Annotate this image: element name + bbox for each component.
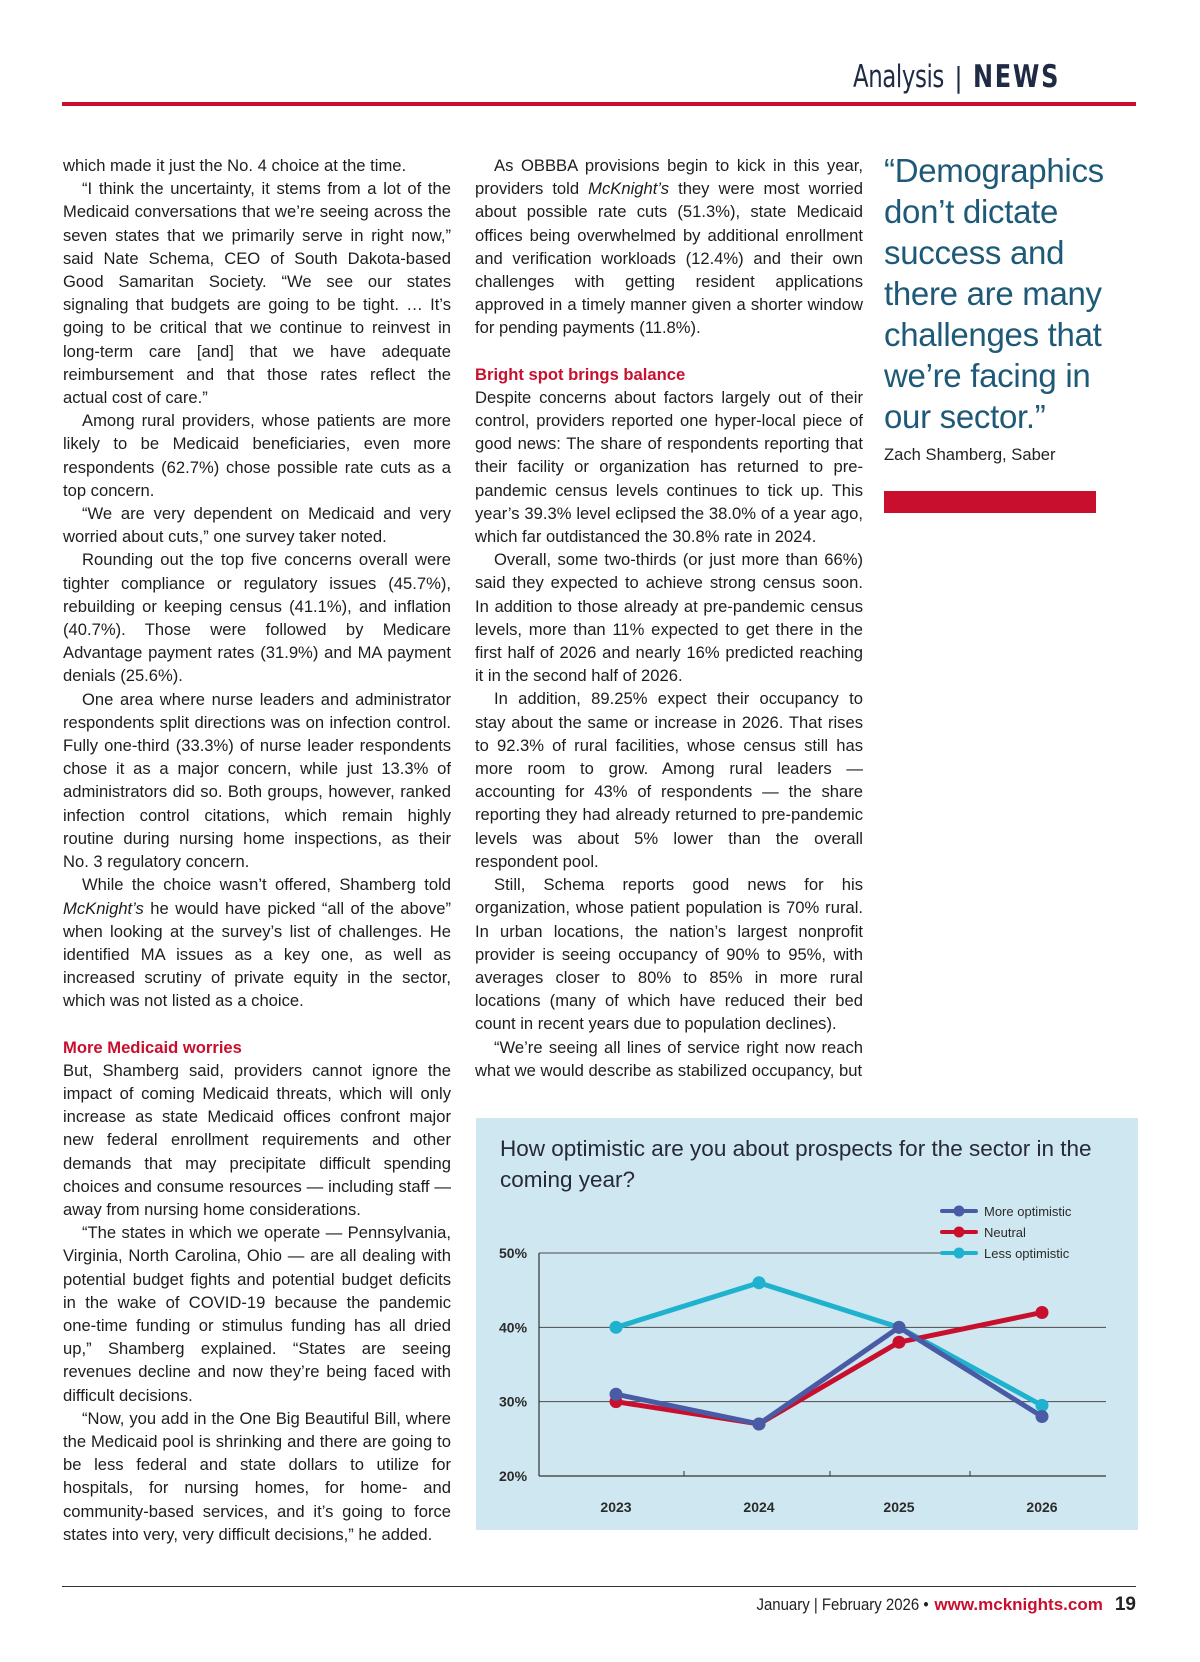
- header-rule: [62, 102, 1136, 106]
- x-tick-label: 2025: [883, 1499, 915, 1515]
- footer-rule: [62, 1586, 1136, 1587]
- data-point: [893, 1336, 906, 1349]
- subheading: Bright spot brings balance: [475, 364, 686, 384]
- legend-label: Less optimistic: [984, 1246, 1070, 1261]
- legend-label: Neutral: [984, 1225, 1026, 1240]
- paragraph: Despite concerns about factors largely out of their control, providers reported one hyper-local piece of good news: The share of respondents reporting that their facility or organization has returned to pre-pandemic census levels continues to tick up. This year’s 39.3% level eclipsed the 38.0% of a year ago, which far outdistanced the 30.8% rate in 2024.: [475, 387, 863, 547]
- text-run: While the choice wasn’t offered, Shamberg told: [82, 875, 451, 895]
- paragraph: [475, 154, 863, 340]
- paragraph-spacer: [63, 1013, 451, 1036]
- legend-marker: [954, 1248, 965, 1259]
- data-point: [753, 1276, 766, 1289]
- paragraph: “The states in which we operate — Pennsylvania, Virginia, North Carolina, Ohio — are all dealing with potential budget fights and potential budget deficits in the wake of COVID-19 because the pandemic one-time funding or stimulus funding has all dried up,” Shamberg explained. “States are seeing revenues decline and now they’re being faced with difficult decisions.: [63, 1223, 451, 1405]
- section-label: Analysis: [853, 59, 945, 95]
- paragraph: “Now, you add in the One Big Beautiful Bill, where the Medicaid pool is shrinking and there are going to be less federal and state dollars to utilize for hospitals, for nursing homes, for home- and community-based services, and it’s going to force states into very, very difficult decisions,” he added.: [63, 1408, 451, 1544]
- publication-name: McKnight’s: [63, 898, 144, 918]
- article-column-2: [475, 154, 863, 1082]
- data-point: [893, 1321, 906, 1334]
- paragraph: Among rural providers, whose patients are more likely to be Medicaid beneficiaries, even more respondents (62.7%) chose possible rate cuts as a top concern.: [63, 411, 451, 500]
- paragraph: In addition, 89.25% expect their occupancy to stay about the same or increase in 2026. That rises to 92.3% of rural facilities, whose census still has more room to grow. Among rural leaders — accounting for 43% of respondents — the share reporting they had already returned to pre-pandemic levels was about 5% lower than the overall respondent pool.: [475, 689, 863, 871]
- article-column-1: [63, 154, 451, 1546]
- y-tick-label: 40%: [499, 1319, 528, 1336]
- paragraph: But, Shamberg said, providers cannot ignore the impact of coming Medicaid threats, which will only increase as state Medicaid offices confront major new federal enrollment requirements and other demands that may precipitate difficult spending choices and consume resources — including staff — away from nursing home considerations.: [63, 1060, 451, 1219]
- paragraph: One area where nurse leaders and administrator respondents split directions was on infection control. Fully one-third (33.3%) of nurse leader respondents chose it as a major concern, while just 13.3% of administrators did so. Both groups, however, ranked infection control citations, which remain highly routine during nursing home inspections, as their No. 3 regulatory concern.: [63, 689, 451, 872]
- legend-label: More optimistic: [984, 1204, 1072, 1219]
- data-point: [1036, 1399, 1049, 1412]
- y-tick-label: 50%: [499, 1245, 528, 1261]
- subheading: More Medicaid worries: [63, 1037, 242, 1057]
- y-tick-label: 30%: [499, 1393, 528, 1410]
- paragraph: Still, Schema reports good news for his organization, whose patient population is 70% rural. In urban locations, the nation’s largest nonprofit provider is seeing occupancy of 90% to 95%, with averages closer to 80% to 85% in more rural locations (many of which have reduced their bed count in recent years due to population declines).: [475, 875, 863, 1034]
- pull-quote: [884, 150, 1144, 465]
- page-number: 19: [1114, 1594, 1136, 1615]
- paragraph: which made it just the No. 4 choice at the time.: [63, 156, 407, 175]
- pull-quote-text: “Demographics don’t dictate success and there are many challenges that we’re facing in our sector.”: [884, 152, 1104, 435]
- data-point: [610, 1321, 623, 1334]
- publication-name: McKnight’s: [588, 179, 670, 199]
- header-separator: |: [954, 60, 963, 94]
- section-header: [833, 52, 1074, 102]
- issue-date: January | February 2026 •: [756, 1595, 929, 1614]
- paragraph: Rounding out the top five concerns overall were tighter compliance or regulatory issues (45.7%), rebuilding or keeping census (41.1%), and inflation (40.7%). Those were followed by Medicare Advantage payment rates (31.9%) and MA payment denials (25.6%).: [63, 550, 451, 686]
- text-run: As OBBBA provisions begin to kick in this year, providers told: [475, 156, 863, 199]
- data-point: [610, 1388, 623, 1401]
- y-tick-label: 20%: [499, 1468, 528, 1484]
- section-tag: NEWS: [972, 59, 1060, 95]
- x-tick-label: 2026: [1026, 1499, 1058, 1515]
- text-run: they were most worried about possible rate cuts (51.3%), state Medicaid offices being overwhelmed by additional enrollment and verification workloads (12.4%) and their own challenges with getting resident applications approved in a timely manner given a shorter window for pending payments (11.8%).: [475, 179, 863, 338]
- series-line-more-optimistic: [616, 1327, 1042, 1424]
- paragraph: [63, 873, 451, 1012]
- text-run: he would have picked “all of the above” when looking at the survey’s list of challenges. He identified MA issues as a key one, as well as increased scrutiny of private equity in the sector, which was not listed as a choice.: [63, 898, 451, 1011]
- series-line-less-optimistic: [616, 1283, 1042, 1406]
- x-tick-label: 2024: [743, 1499, 775, 1515]
- line-chart: [476, 1118, 1138, 1530]
- pull-quote-attribution: Zach Shamberg, Saber: [884, 445, 1056, 464]
- data-point: [1036, 1306, 1049, 1319]
- paragraph: “I think the uncertainty, it stems from a lot of the Medicaid conversations that we’re seeing across the seven states that we primarily serve in right now,” said Nate Schema, CEO of South Dakota-based Good Samaritan Society. “We see our states signaling that budgets are going to be tight. … It’s going to be critical that we continue to reinvest in long-term care [and] that we have adequate reimbursement and that those rates reflect the actual cost of care.”: [63, 179, 451, 408]
- paragraph-spacer: [475, 340, 863, 363]
- page-footer: [733, 1590, 1136, 1620]
- legend-marker: [954, 1227, 965, 1238]
- paragraph: Overall, some two-thirds (or just more than 66%) said they expected to achieve strong census soon. In addition to those already at pre-pandemic census levels, more than 11% expected to get there in the first half of 2026 and nearly 16% predicted reaching it in the second half of 2026.: [475, 550, 863, 686]
- data-point: [1036, 1410, 1049, 1423]
- paragraph: “We’re seeing all lines of service right now reach what we would describe as stabilized occupancy, but: [475, 1037, 863, 1080]
- accent-bar: [884, 491, 1096, 513]
- paragraph: “We are very dependent on Medicaid and very worried about cuts,” one survey taker noted.: [63, 504, 451, 547]
- data-point: [753, 1417, 766, 1430]
- x-tick-label: 2023: [600, 1499, 632, 1515]
- website-link[interactable]: www.mcknights.com: [934, 1595, 1103, 1614]
- legend-marker: [954, 1206, 965, 1217]
- chart-title: How optimistic are you about prospects for the sector in the coming year?: [500, 1136, 1092, 1192]
